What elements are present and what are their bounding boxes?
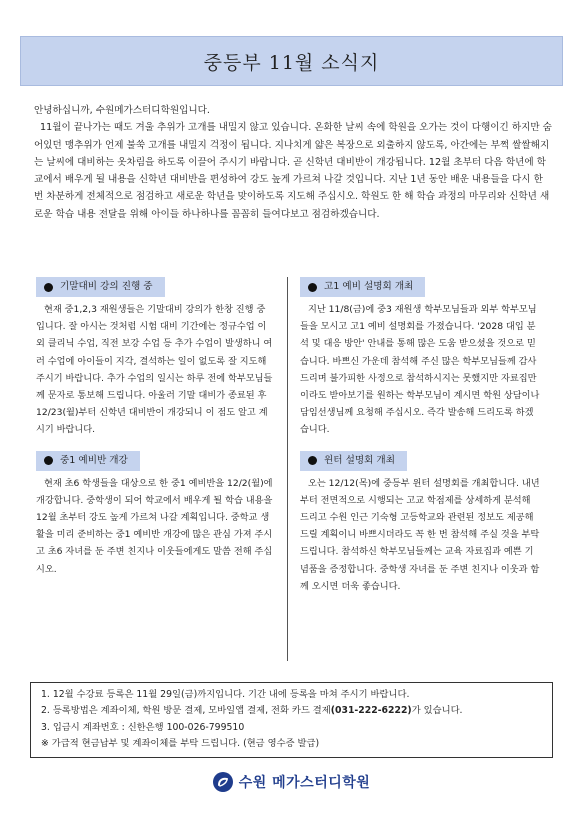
section-heading [36,277,165,297]
bullet-icon [308,283,317,292]
section-heading [36,451,140,471]
section-heading-label: 기말대비 강의 진행 중 [60,281,153,293]
section-heading-label: 중1 예비반 개강 [60,455,128,467]
phone-number: (031-222-6222) [330,705,412,717]
notice-line-tuition: 1. 12월 수강료 등록은 11월 29일(금)까지입니다. 기간 내에 등록을 마쳐 주시기 바랍니다. [41,689,410,700]
section-briefing-winter [300,451,540,595]
page-title: 중등부 11월 소식지 [203,51,380,74]
section-briefing-h1 [300,277,540,439]
bullet-icon [44,456,53,465]
footer-logo [0,768,583,796]
title-banner [20,36,563,86]
bullet-icon [44,283,53,292]
bullet-icon [308,456,317,465]
intro-body: 11월이 끝나가는 때도 겨울 추위가 고개를 내밀지 않고 있습니다. 온화한 날씨 속에 학원을 오가는 것이 다행이긴 하지만 숨어있던 맹추위가 언제 불쑥 고개를 내밀지 걱정이 됩니다. 지나치게 얇은 복장으로 외출하지 않도록, 아간에는 부쩍 쌀쌀해지는 날씨에 대비하는 옷차림을 하도록 이끌어 주시기 바랍니다. 곧 신학년 대비반이 개강됩니다. 12월 초부터 다음 학년에 학교에서 배우게 될 내용을 신학년 대비반을 편성하여 강도 높게 가르쳐 나갈 것입니다. 지난 1년 동안 배운 내용들을 다시 한 번 차분하게 전체적으로 점검하고 새로운 학년을 맞이하도록 지도해 주십시오. 학원도 한 해 학습 과정의 마무리와 신학년 새로운 학습 내용 전달을 위해 아이들 하나하나를 꼼꼼히 들여다보고 점검하겠습니다. [34,122,552,220]
notice-box [30,682,553,758]
section-heading [300,277,425,297]
section-body: 지난 11/8(금)에 중3 재원생 학부모님들과 외부 학부모님들을 모시고 고1 예비 설명회를 가졌습니다. '2028 대입 분석 및 대응 방안' 안내를 통해 많은 도움 받으셨을 것으로 믿습니다. 바쁘신 가운데 참석해 주신 많은 학부모님들께 감사드리며 불가피한 사정으로 참석하시지는 못했지만 자료집만이라도 받아보기를 원하는 학부모님이 계시면 학원 상담이나 담임선생님께 요청해 주십시오. 즉각 발송해 드리도록 하겠습니다. [300,304,540,436]
section-body: 현재 초6 학생들을 대상으로 한 중1 예비반을 12/2(월)에 개강합니다. 중학생이 되어 학교에서 배우게 될 학습 내용을 12월 초부터 강도 높게 가르쳐 나갈 계획입니다. 중학교 생활을 미리 준비하는 중1 예비반 개강에 많은 관심 가져 주시고 초6 자녀를 둔 주변 친지나 이웃들에게도 말씀 전해 주십시오. [36,477,273,575]
academy-logo-icon [213,772,233,792]
section-body: 오는 12/12(목)에 중등부 윈터 설명회를 개최합니다. 내년부터 전면적으로 시행되는 고교 학점제를 상세하게 분석해 드리고 수원 인근 기숙형 고등학교와 관련된 정보도 제공해 드릴 계획이니 바쁘시더라도 꼭 한 번 참석해 주실 것을 부탁드립니다. 참석하신 학부모님들께는 교육 자료집과 예쁜 기념품을 증정합니다. 중학생 자녀를 둔 주변 친지나 이웃과 함께 오시면 더욱 좋습니다. [300,477,540,592]
academy-name: 수원 메가스터디학원 [238,775,371,791]
section-heading [300,451,407,471]
left-column [36,277,273,590]
payment-suffix: 가 있습니다. [411,705,463,717]
section-body: 현재 중1,2,3 재원생들은 기말대비 강의가 한창 진행 중입니다. 잘 아시는 것처럼 시험 대비 기간에는 정규수업 이외 클리닉 수업, 직전 보강 수업 등 추가 수업이 발생하니 여러 수업에 아이들이 지각, 결석하는 일이 없도록 잘 지도해 주시기 바랍니다. 추가 수업의 일시는 하루 전에 학부모님들께 문자로 통보해 드립니다. 아울러 기말 대비가 종료된 후 12/23(월)부터 신학년 대비반이 개강되니 이 점도 알고 계시기 바랍니다. [36,304,273,436]
intro-letter [34,102,554,223]
notice-line-cash: ※ 가급적 현금납부 및 계좌이체를 부탁 드립니다. (현금 영수증 발급) [41,738,320,750]
notice-line-account: 3. 입금시 계좌번호 : 신한은행 100-026-799510 [41,721,245,733]
section-heading-label: 고1 예비 설명회 개최 [324,281,414,293]
notice-line-payment [41,703,542,719]
section-heading-label: 윈터 설명회 개최 [324,455,395,467]
right-column [300,277,540,607]
column-divider [287,277,288,661]
intro-greeting: 안녕하십니까, 수원메가스터디학원입니다. [34,105,210,116]
payment-methods: 2. 등록방법은 계좌이체, 학원 방문 결제, 모바일앱 결제, 전화 카드 결제 [41,705,331,717]
section-exam-class [36,277,273,439]
section-prep-class [36,451,273,578]
